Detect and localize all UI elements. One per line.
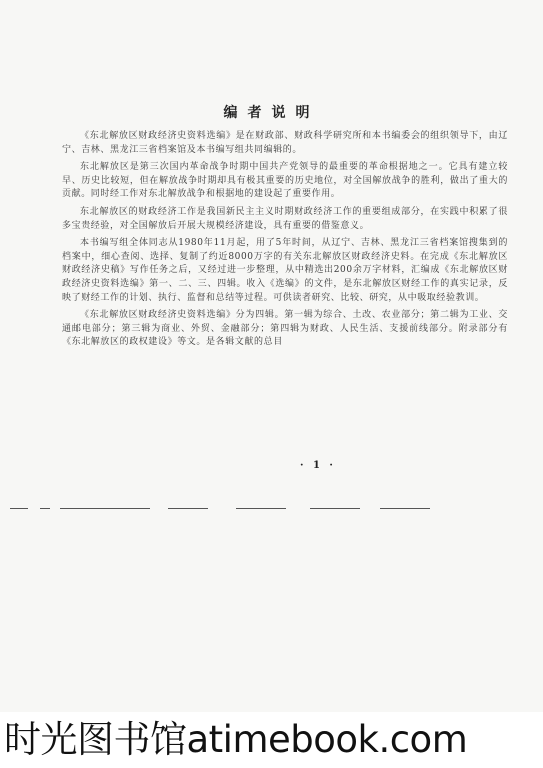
paragraph: 本书编写组全体同志从1980年11月起，用了5年时间，从辽宁、吉林、黑龙江三省档案馆搜集到的档案中，细心查阅、选择、复制了约近8000万字的有关东北解放区财政经济史料。在完成《东北解放区财政经济史稿》写作任务之后，又经过进一步整理，从中精选出200余万字材料，汇编成《东北解放区财政经济史资料选编》第一、二、三、四辑。收入《选编》的文件，是东北解放区财经工作的真实记录，反映了财经工作的计划、执行、监督和总结等过程。可供读者研究、比较、研究，从中吸取经验教训。 bbox=[62, 238, 508, 303]
body-text bbox=[62, 130, 508, 354]
scan-rule-line bbox=[168, 508, 208, 509]
paragraph: 《东北解放区财政经济史资料选编》分为四辑。第一辑为综合、土改、农业部分；第二辑为工业、交通邮电部分；第三辑为商业、外贸、金融部分；第四辑为财政、人民生活、支援前线部分。附录部分有《东北解放区的政权建设》等文。是各辑文献的总目 bbox=[62, 310, 508, 348]
watermark-text: 时光图书馆atimebook.com bbox=[4, 718, 468, 761]
scan-rule-line bbox=[380, 508, 430, 509]
scan-rule-line bbox=[10, 508, 28, 509]
paragraph: 东北解放区的财政经济工作是我国新民主主义时期财政经济工作的重要组成部分，在实践中积累了很多宝贵经验，对全国解放后开展大规模经济建设，具有重要的借鉴意义。 bbox=[62, 206, 508, 231]
paragraph: 《东北解放区财政经济史资料选编》是在财政部、财政科学研究所和本书编委会的组织领导下，由辽宁、吉林、黑龙江三省档案馆及本书编写组共同编辑的。 bbox=[62, 131, 508, 155]
paragraph: 东北解放区是第三次国内革命战争时期中国共产党领导的最重要的革命根据地之一。它具有建立较早、历史比较短，但在解放战争时期却具有极其重要的历史地位，对全国解放战争的胜利，做出了重大的贡献。同时经工作对东北解放战争和根据地的建设起了重要作用。 bbox=[62, 162, 508, 200]
scan-rule-line bbox=[40, 508, 50, 509]
page-title: 编者说明 bbox=[223, 105, 320, 121]
scan-rule-line bbox=[60, 508, 150, 509]
scan-rule-line bbox=[310, 508, 360, 509]
watermark-banner bbox=[0, 712, 543, 768]
page-number: · 1 · bbox=[300, 460, 336, 471]
scan-rule-line bbox=[236, 508, 286, 509]
